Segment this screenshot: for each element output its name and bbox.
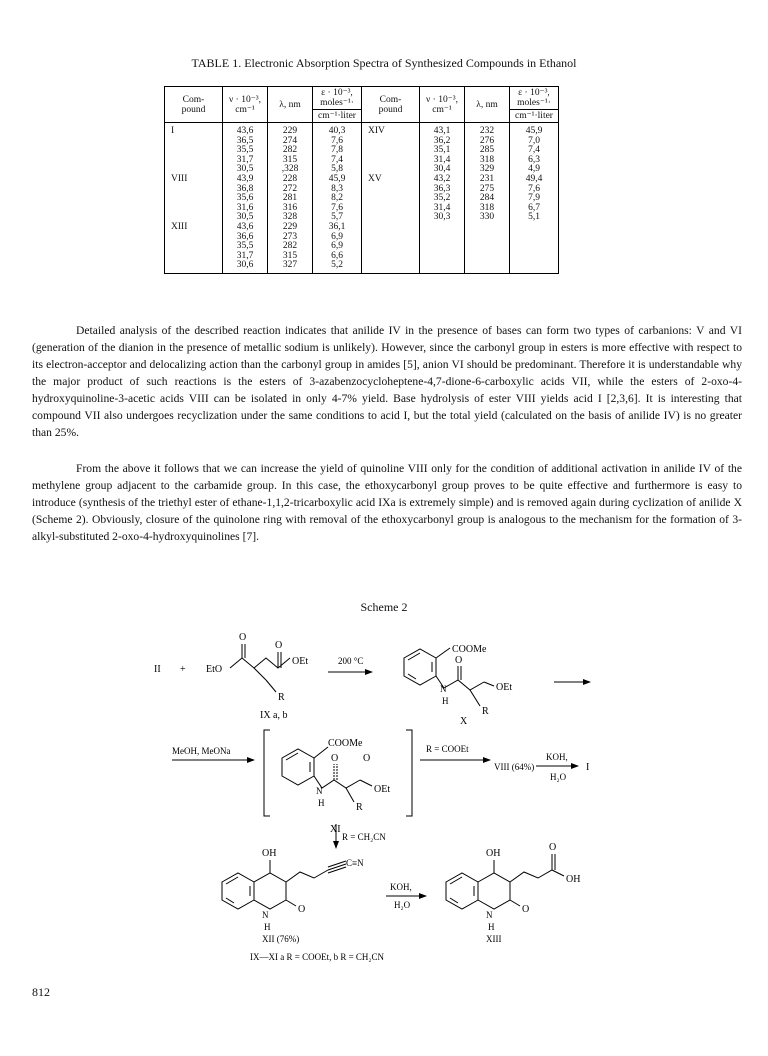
wavenumber-cell: 43,6 [223,123,268,137]
reaction-scheme-2 [150,620,610,970]
wavelength-cell: ,328 [268,165,313,175]
wavenumber-cell: 30,4 [420,165,465,175]
wavelength-cell: 318 [465,156,510,166]
wavelength-cell [465,233,510,243]
plus-sign: + [180,664,186,675]
label-COOMe-1: COOMe [452,644,487,655]
extinction-cell [510,252,559,262]
wavenumber-cell: 35,2 [420,194,465,204]
label-XI: XI [330,824,341,835]
label-R-3: R [356,802,363,813]
table-row [165,252,559,262]
condition-200C: 200 °C [338,656,364,666]
wavenumber-cell: 30,5 [223,165,268,175]
wavenumber-cell: 35,5 [223,146,268,156]
table-row [165,146,559,156]
wavenumber-cell: 35,6 [223,194,268,204]
wavenumber-cell: 43,1 [420,123,465,137]
wavenumber-cell: 43,2 [420,175,465,185]
wavelength-cell: 228 [268,175,313,185]
condition-MeOH: MeOH, MeONa [172,746,231,756]
extinction-cell: 5,2 [313,261,362,273]
table-row [165,137,559,147]
table-row [165,194,559,204]
wavenumber-cell: 31,4 [420,156,465,166]
label-OEt-1: OEt [292,656,309,667]
wavelength-cell [465,261,510,273]
extinction-cell: 6,9 [313,242,362,252]
extinction-cell: 6,9 [313,233,362,243]
label-O-8: O [549,842,557,853]
label-H-4: H [488,922,495,932]
compound-cell: XV [362,175,420,185]
extinction-cell: 5,7 [313,213,362,223]
wavenumber-cell: 31,6 [223,204,268,214]
wavelength-cell: 231 [465,175,510,185]
wavelength-cell: 284 [465,194,510,204]
label-N-2: N [316,786,323,796]
wavenumber-cell [420,252,465,262]
wavenumber-cell [420,233,465,243]
wavenumber-cell: 36,6 [223,233,268,243]
compound-cell [165,204,223,214]
table-row [165,175,559,185]
header-wavenumber: ν · 10⁻³, cm⁻¹ [223,87,268,123]
label-OEt-2: OEt [496,682,513,693]
label-O-4: O [331,753,339,764]
label-N-3: N [262,910,269,920]
wavenumber-cell: 43,9 [223,175,268,185]
label-compound-II: II [154,664,161,675]
wavelength-cell: 229 [268,223,313,233]
table-row [165,242,559,252]
wavenumber-cell: 35,1 [420,146,465,156]
wavenumber-cell [420,223,465,233]
compound-cell [362,252,420,262]
wavenumber-cell: 36,2 [420,137,465,147]
wavelength-cell: 229 [268,123,313,137]
label-H-3: H [264,922,271,932]
wavenumber-cell: 36,3 [420,185,465,195]
compound-cell [362,185,420,195]
extinction-cell: 7,8 [313,146,362,156]
table-row [165,123,559,137]
wavelength-cell: 281 [268,194,313,204]
label-O-3: O [455,655,463,666]
label-N-4: N [486,910,493,920]
compound-cell [165,233,223,243]
wavenumber-cell: 31,4 [420,204,465,214]
extinction-cell: 6,7 [510,204,559,214]
scheme-title: Scheme 2 [360,600,408,614]
condition-R-COOEt: R = COOEt [426,744,469,754]
compound-cell [362,213,420,223]
wavenumber-cell: 31,7 [223,252,268,262]
label-O-5: O [363,753,371,764]
wavenumber-cell [420,242,465,252]
label-O-1: O [239,632,247,643]
wavenumber-cell: 30,5 [223,213,268,223]
paragraph-2: From the above it follows that we can increase the yield of quinoline VIII only for the condition of additional activation in anilide IV of the methylene group adjacent to the carbamide group. In this case, the ethoxycarbonyl group proves to be quite effective and furthermore is easy to introduce (synthesis of the triethyl ester of ethane-1,1,2-tricarboxylic acid IXa is extremely simple) and is removed again during cyclization of anilide X (Scheme 2). Obviously, closure of the quinolone ring with removal of the ethoxycarbonyl group is analogous to the mechanism for the formation of 3-alkyl-substituted 2-oxo-4-hydroxyquinolines [7]. [32,462,742,543]
compound-cell [165,185,223,195]
wavenumber-cell: 35,5 [223,242,268,252]
wavelength-cell: 328 [268,213,313,223]
extinction-cell: 5,8 [313,165,362,175]
label-OEt-3: OEt [374,784,391,795]
extinction-cell: 36,1 [313,223,362,233]
compound-cell: XIV [362,123,420,137]
extinction-cell: 7,6 [510,185,559,195]
label-OH-2: OH [486,848,501,859]
wavelength-cell: 272 [268,185,313,195]
label-XII-yield: XII (76%) [262,934,300,944]
wavelength-cell: 274 [268,137,313,147]
wavelength-cell: 232 [465,123,510,137]
compound-cell [165,261,223,273]
compound-cell [362,204,420,214]
wavelength-cell: 282 [268,242,313,252]
table-row [165,223,559,233]
header-wavenumber-2: ν · 10⁻³, cm⁻¹ [420,87,465,123]
condition-KOH-1: KOH, [546,752,568,762]
paragraph-1: Detailed analysis of the described reaction indicates that anilide IV in the presence of bases can form two types of carbanions: V and VI (generation of the dianion in the presence of metallic sodium is unlikely). However, since the carbonyl group in esters is more effective with respect to its electron-acceptor and delocalizing action than the carbonyl group in amides [5], anion VI should be predominant. Therefore it is understandable why the major product of such reactions is the esters of 3-azabenzocycloheptene-4,7-dione-6-carboxylic acids VII, while the esters of 2-oxo-4-hydroxyquinoline-3-acetic acids VIII can be isolated in only 4-7% yield. Base hydrolysis of ester VIII yields acid I [2,3,6]. It is interesting that compound VII also undergoes recyclization under the same conditions to acid I, but the total yield (calculated on the basis of anilide IV) is no greater than 25%. [32,324,742,439]
scheme-footnote: IX—XI a R = COOEt, b R = CH₂CN [250,952,385,962]
wavelength-cell [465,223,510,233]
extinction-cell: 4,9 [510,165,559,175]
label-O-2: O [275,640,283,651]
compound-cell [362,146,420,156]
label-H-1: H [442,696,449,706]
wavelength-cell: 273 [268,233,313,243]
extinction-cell: 7,4 [313,156,362,166]
wavenumber-cell: 43,6 [223,223,268,233]
extinction-cell: 6,3 [510,156,559,166]
table-row [165,165,559,175]
compound-cell [362,242,420,252]
compound-cell [165,137,223,147]
compound-cell [362,261,420,273]
label-X: X [460,716,468,727]
table-caption: TABLE 1. Electronic Absorption Spectra of Synthesized Compounds in Ethanol [191,56,577,70]
table-row [165,204,559,214]
wavenumber-cell: 36,8 [223,185,268,195]
wavelength-cell: 316 [268,204,313,214]
extinction-cell [510,233,559,243]
label-R-1: R [278,692,285,703]
label-R-2: R [482,706,489,717]
compound-cell [165,194,223,204]
label-O-6: O [298,904,306,915]
compound-cell [362,233,420,243]
compound-cell [165,252,223,262]
label-H-2: H [318,798,325,808]
extinction-cell: 49,4 [510,175,559,185]
wavelength-cell [465,242,510,252]
page-number: 812 [32,985,50,999]
header-extinction: ε · 10⁻³, moles⁻¹· cm⁻¹·liter [313,87,362,123]
wavelength-cell [465,252,510,262]
compound-cell [362,156,420,166]
compound-cell: I [165,123,223,137]
extinction-cell: 7,9 [510,194,559,204]
label-I: I [586,762,590,773]
wavenumber-cell: 30,3 [420,213,465,223]
header-wavelength: λ, nm [268,87,313,123]
header-compound-2: Com- pound [362,87,420,123]
extinction-cell: 40,3 [313,123,362,137]
label-OH-3: OH [566,874,581,885]
wavelength-cell: 327 [268,261,313,273]
extinction-cell: 7,4 [510,146,559,156]
compound-cell [362,137,420,147]
table-row [165,185,559,195]
compound-cell [362,223,420,233]
compound-cell: XIII [165,223,223,233]
extinction-cell: 7,0 [510,137,559,147]
wavelength-cell: 315 [268,252,313,262]
wavelength-cell: 285 [465,146,510,156]
compound-cell: VIII [165,175,223,185]
compound-cell [362,194,420,204]
wavelength-cell: 282 [268,146,313,156]
extinction-cell [510,261,559,273]
label-EtO: EtO [206,664,223,675]
compound-cell [165,156,223,166]
extinction-cell: 8,2 [313,194,362,204]
extinction-cell [510,242,559,252]
condition-R-CH2CN: R = CH₂CN [342,832,386,842]
wavenumber-cell [420,261,465,273]
compound-cell [165,242,223,252]
condition-H2O-1: H₂O [550,772,567,782]
table-row [165,233,559,243]
wavelength-cell: 329 [465,165,510,175]
wavenumber-cell: 36,5 [223,137,268,147]
header-wavelength-2: λ, nm [465,87,510,123]
wavenumber-cell: 31,7 [223,156,268,166]
extinction-cell: 8,3 [313,185,362,195]
label-IX: IX a, b [260,710,288,721]
extinction-cell: 5,1 [510,213,559,223]
header-extinction-2: ε · 10⁻³, moles⁻¹· cm⁻¹·liter [510,87,559,123]
table-row [165,156,559,166]
table-row [165,261,559,273]
extinction-cell: 6,6 [313,252,362,262]
extinction-cell: 45,9 [510,123,559,137]
condition-H2O-2: H₂O [394,900,411,910]
wavelength-cell: 330 [465,213,510,223]
wavenumber-cell: 30,6 [223,261,268,273]
label-XIII: XIII [486,934,502,944]
extinction-cell: 45,9 [313,175,362,185]
absorption-spectra-table [164,86,559,274]
label-VIII-yield: VIII (64%) [494,762,535,772]
table-row [165,213,559,223]
wavelength-cell: 315 [268,156,313,166]
condition-KOH-2: KOH, [390,882,412,892]
label-nitrile: C≡N [346,858,364,868]
header-compound: Com- pound [165,87,223,123]
extinction-cell: 7,6 [313,137,362,147]
label-N-1: N [440,684,447,694]
label-COOMe-2: COOMe [328,738,363,749]
compound-cell [165,146,223,156]
extinction-cell [510,223,559,233]
extinction-cell: 7,6 [313,204,362,214]
label-O-7: O [522,904,530,915]
label-OH-1: OH [262,848,277,859]
wavelength-cell: 275 [465,185,510,195]
wavelength-cell: 276 [465,137,510,147]
wavelength-cell: 318 [465,204,510,214]
